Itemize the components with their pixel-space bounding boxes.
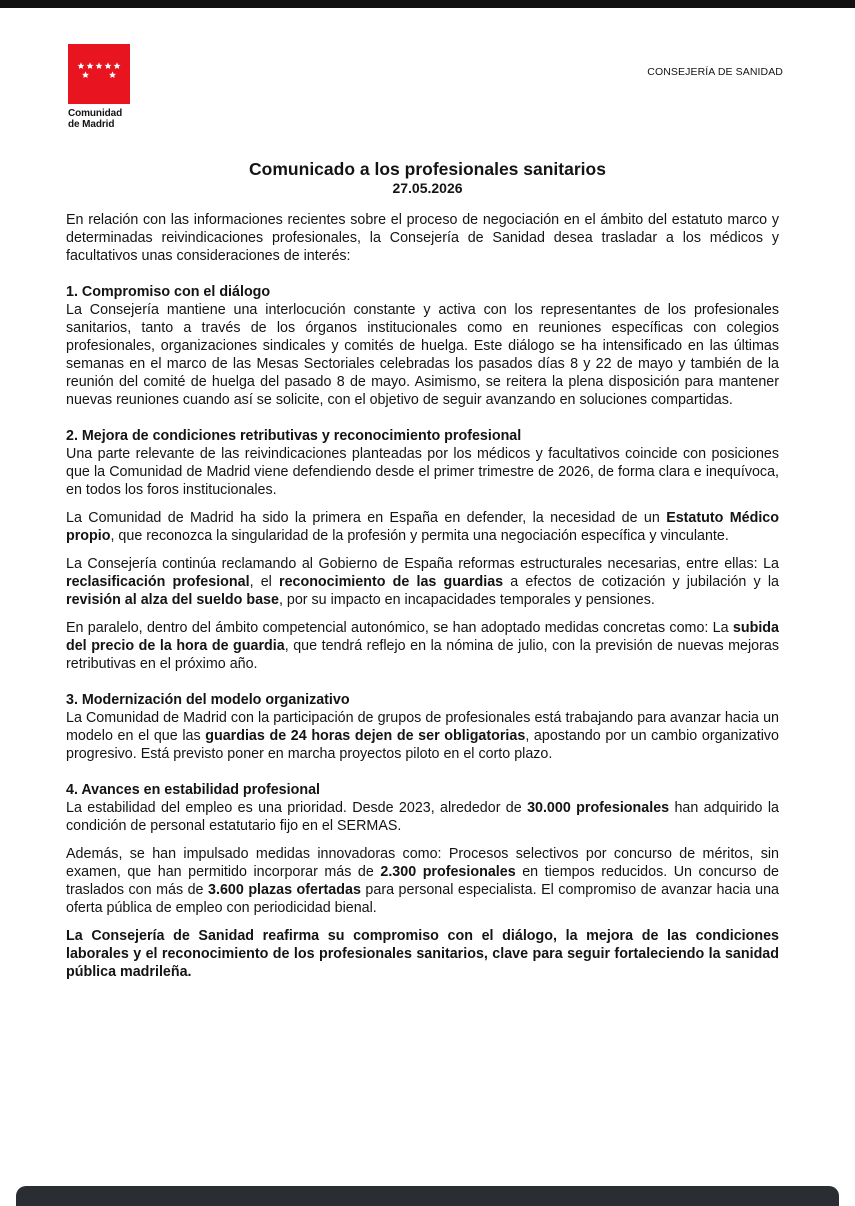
text-span: , el xyxy=(249,574,279,590)
text-span: en tiempos reducidos. Un concurso de traslados con más de xyxy=(66,864,779,898)
intro-paragraph: En relación con las informaciones recientes sobre el proceso de negociación en el ámbito del estatuto marco y determinadas reivindicaciones profesionales, la Consejería de Sanidad desea trasladar a los médicos y facultativos unas consideraciones de interés: xyxy=(66,212,779,264)
bold-span: Estatuto Médico propio xyxy=(66,510,779,544)
section-3-paragraph xyxy=(66,709,779,763)
bottom-panel-edge xyxy=(16,1186,839,1206)
logo-flag xyxy=(68,44,130,104)
text-span: han adquirido la condición de personal estatutario fijo en el SERMAS. xyxy=(66,800,779,834)
text-span: La estabilidad del empleo es una prioridad. Desde 2023, alrededor de xyxy=(66,800,528,816)
bold-span: 3.600 plazas ofertadas xyxy=(208,882,361,898)
logo-line-2: de Madrid xyxy=(68,119,115,130)
section-2-heading: 2. Mejora de condiciones retributivas y reconocimiento profesional xyxy=(66,428,522,444)
text-span: La Comunidad de Madrid con la participación de grupos de profesionales está trabajando para avanzar hacia un modelo en el que las xyxy=(66,710,779,744)
document-body xyxy=(66,211,779,981)
logo-line-1: Comunidad xyxy=(68,108,123,119)
department-name: CONSEJERÍA DE SANIDAD xyxy=(647,66,783,78)
bold-span: 30.000 profesionales xyxy=(527,800,670,816)
document-date: 27.05.2026 xyxy=(392,180,463,196)
bold-span: guardias de 24 horas dejen de ser obligatorias xyxy=(205,728,526,744)
bold-span: reclasificación profesional xyxy=(66,574,250,590)
closing-statement: La Consejería de Sanidad reafirma su compromiso con el diálogo, la mejora de las condiciones laborales y el reconocimiento de los profesionales sanitarios, clave para seguir fortaleciendo la sanidad pública madrileña. xyxy=(66,928,779,980)
logo-wordmark xyxy=(68,108,130,130)
section-2-paragraph-2 xyxy=(66,509,779,545)
comunidad-de-madrid-logo xyxy=(68,44,130,130)
text-span: para personal especialista. El compromiso de avanzar hacia una oferta pública de empleo con periodicidad bienal. xyxy=(66,882,780,916)
section-2-paragraph-3 xyxy=(66,555,779,609)
section-1-paragraph: La Consejería mantiene una interlocución constante y activa con los representantes de los profesionales sanitarios, tanto a través de los órganos institucionales como en reuniones específicas con colegios profesionales, organizaciones sindicales y comités de huelga. Este diálogo se ha intensificado en las últimas semanas en el marco de las Mesas Sectoriales celebradas los pasados días 8 y 22 de mayo y también de la reunión del comité de huelga del pasado 8 de mayo. Asimismo, se reitera la plena disposición para mantener nuevas reuniones cuando así se solicite, con el objetivo de seguir avanzando en soluciones compartidas. xyxy=(66,302,779,408)
text-span: , que tendrá reflejo en la nómina de julio, con la previsión de nuevas mejoras retributivas en el próximo año. xyxy=(66,638,779,672)
section-4-paragraph-1 xyxy=(66,799,779,835)
text-span: , por su impacto en incapacidades temporales y pensiones. xyxy=(278,592,655,608)
section-2-paragraph-1: Una parte relevante de las reivindicaciones planteadas por los médicos y facultativos coincide con posiciones que la Comunidad de Madrid viene defendiendo desde el primer trimestre de 2026, de forma clara e inequívoca, en todos los foros institucionales. xyxy=(66,446,779,498)
section-1-heading: 1. Compromiso con el diálogo xyxy=(66,284,271,300)
text-span: , apostando por un cambio organizativo progresivo. Está previsto poner en marcha proyectos piloto en el corto plazo. xyxy=(66,728,779,762)
text-span: La Comunidad de Madrid ha sido la primera en España en defender, la necesidad de un xyxy=(66,510,667,526)
section-2-paragraph-4 xyxy=(66,619,779,673)
text-span: La Consejería continúa reclamando al Gobierno de España reformas estructurales necesarias, entre ellas: La xyxy=(66,556,779,572)
section-4-heading: 4. Avances en estabilidad profesional xyxy=(66,782,320,798)
bold-span: revisión al alza del sueldo base xyxy=(66,592,279,608)
text-span: En paralelo, dentro del ámbito competencial autonómico, se han adoptado medidas concretas como: La xyxy=(66,620,733,636)
section-4-paragraph-2 xyxy=(66,845,779,917)
seven-stars-icon xyxy=(68,44,130,104)
text-span: , que reconozca la singularidad de la profesión y permita una negociación específica y vinculante. xyxy=(110,528,729,544)
bold-span: 2.300 profesionales xyxy=(380,864,516,880)
bold-span: subida del precio de la hora de guardia xyxy=(66,620,779,654)
text-span: a efectos de cotización y jubilación y la xyxy=(503,574,779,590)
bold-span: reconocimiento de las guardias xyxy=(279,574,504,590)
document-title: Comunicado a los profesionales sanitarios xyxy=(249,159,606,179)
section-3-heading: 3. Modernización del modelo organizativo xyxy=(66,692,350,708)
top-status-bar xyxy=(0,0,855,8)
text-span: Además, se han impulsado medidas innovadoras como: Procesos selectivos por concurso de méritos, sin examen, que han permitido incorporar más de xyxy=(66,846,779,880)
